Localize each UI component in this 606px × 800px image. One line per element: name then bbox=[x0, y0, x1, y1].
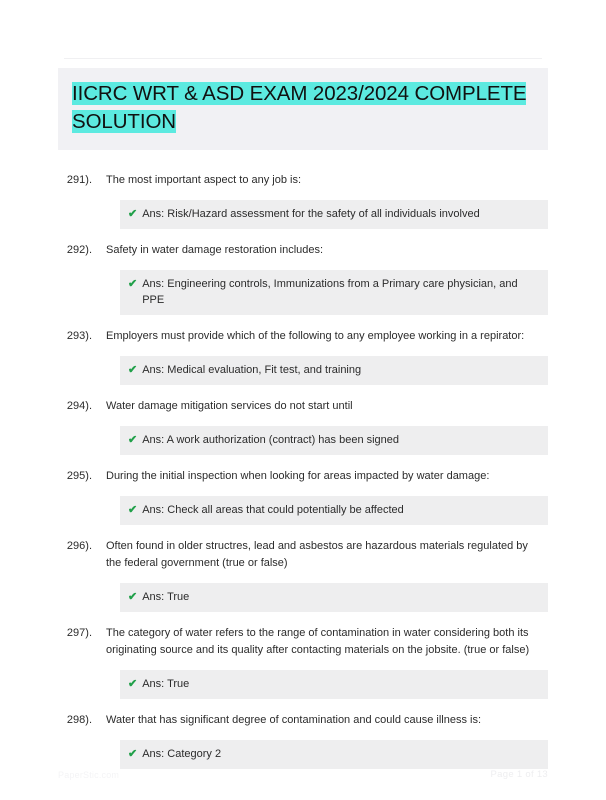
question-number: 293). bbox=[66, 330, 92, 342]
answer-text: Ans: Risk/Hazard assessment for the safety of all individuals involved bbox=[142, 208, 480, 220]
question-item bbox=[58, 625, 548, 699]
answer-inner bbox=[128, 362, 540, 378]
footer-page-number: Page 1 of 13 bbox=[490, 769, 548, 780]
answer-box bbox=[120, 200, 548, 229]
footer-watermark: PaperStic.com bbox=[58, 769, 120, 780]
answer-box bbox=[120, 496, 548, 525]
question-row bbox=[58, 398, 548, 415]
check-icon: ✔ bbox=[128, 434, 138, 446]
question-number: 298). bbox=[66, 714, 92, 726]
answer-wrapper bbox=[120, 670, 548, 699]
answer-box bbox=[120, 426, 548, 455]
check-icon: ✔ bbox=[128, 208, 138, 220]
question-item bbox=[58, 712, 548, 769]
answer-box bbox=[120, 670, 548, 699]
answer-wrapper bbox=[120, 426, 548, 455]
question-number: 295). bbox=[66, 470, 92, 482]
answer-inner bbox=[128, 206, 540, 222]
question-list bbox=[0, 172, 606, 769]
question-number: 291). bbox=[66, 174, 92, 186]
answer-inner bbox=[128, 502, 540, 518]
answer-wrapper bbox=[120, 740, 548, 769]
answer-wrapper bbox=[120, 270, 548, 315]
answer-box bbox=[120, 740, 548, 769]
check-icon: ✔ bbox=[128, 678, 138, 690]
page-footer bbox=[58, 769, 548, 780]
question-row bbox=[58, 468, 548, 485]
answer-text: Ans: True bbox=[142, 591, 190, 603]
question-row bbox=[58, 172, 548, 189]
answer-wrapper bbox=[120, 583, 548, 612]
question-text: Often found in older structres, lead and asbestos are hazardous materials regulated by the federal government (true or false) bbox=[106, 540, 528, 569]
check-icon: ✔ bbox=[128, 278, 138, 290]
answer-text: Ans: Engineering controls, Immunizations from a Primary care physician, and PPE bbox=[142, 278, 518, 306]
question-row bbox=[58, 328, 548, 345]
header-divider bbox=[64, 58, 542, 59]
answer-box bbox=[120, 270, 548, 315]
answer-wrapper bbox=[120, 200, 548, 229]
question-number: 292). bbox=[66, 244, 92, 256]
document-content bbox=[0, 68, 606, 782]
answer-wrapper bbox=[120, 496, 548, 525]
answer-text: Ans: Medical evaluation, Fit test, and training bbox=[142, 364, 362, 376]
answer-inner bbox=[128, 432, 540, 448]
answer-inner bbox=[128, 746, 540, 762]
answer-text: Ans: Check all areas that could potentially be affected bbox=[142, 504, 404, 516]
answer-inner bbox=[128, 589, 540, 605]
question-item bbox=[58, 468, 548, 525]
question-number: 297). bbox=[66, 627, 92, 639]
page-title: IICRC WRT & ASD EXAM 2023/2024 COMPLETE SOLUTION bbox=[72, 82, 527, 133]
answer-text: Ans: A work authorization (contract) has been signed bbox=[142, 434, 400, 446]
answer-wrapper bbox=[120, 356, 548, 385]
question-item bbox=[58, 328, 548, 385]
question-item bbox=[58, 172, 548, 229]
question-text: The most important aspect to any job is: bbox=[106, 174, 302, 186]
question-text: Water that has significant degree of contamination and could cause illness is: bbox=[106, 714, 482, 726]
question-item bbox=[58, 538, 548, 612]
question-row bbox=[58, 242, 548, 259]
check-icon: ✔ bbox=[128, 364, 138, 376]
question-item bbox=[58, 398, 548, 455]
check-icon: ✔ bbox=[128, 591, 138, 603]
document-title-block bbox=[58, 68, 548, 150]
answer-box bbox=[120, 356, 548, 385]
check-icon: ✔ bbox=[128, 748, 138, 760]
question-number: 296). bbox=[66, 540, 92, 552]
answer-text: Ans: True bbox=[142, 678, 190, 690]
question-text: Employers must provide which of the following to any employee working in a repirator: bbox=[106, 330, 525, 342]
question-number: 294). bbox=[66, 400, 92, 412]
question-row bbox=[58, 625, 548, 659]
question-item bbox=[58, 242, 548, 315]
answer-text: Ans: Category 2 bbox=[142, 748, 222, 760]
answer-inner bbox=[128, 676, 540, 692]
question-text: The category of water refers to the range of contamination in water considering both its originating source and its quality after contacting materials on the jobsite. (true or false) bbox=[106, 627, 530, 656]
answer-box bbox=[120, 583, 548, 612]
question-text: Safety in water damage restoration includes: bbox=[106, 244, 324, 256]
answer-inner bbox=[128, 276, 540, 308]
question-text: Water damage mitigation services do not start until bbox=[106, 400, 353, 412]
question-row bbox=[58, 538, 548, 572]
question-row bbox=[58, 712, 548, 729]
question-text: During the initial inspection when looking for areas impacted by water damage: bbox=[106, 470, 490, 482]
check-icon: ✔ bbox=[128, 504, 138, 516]
